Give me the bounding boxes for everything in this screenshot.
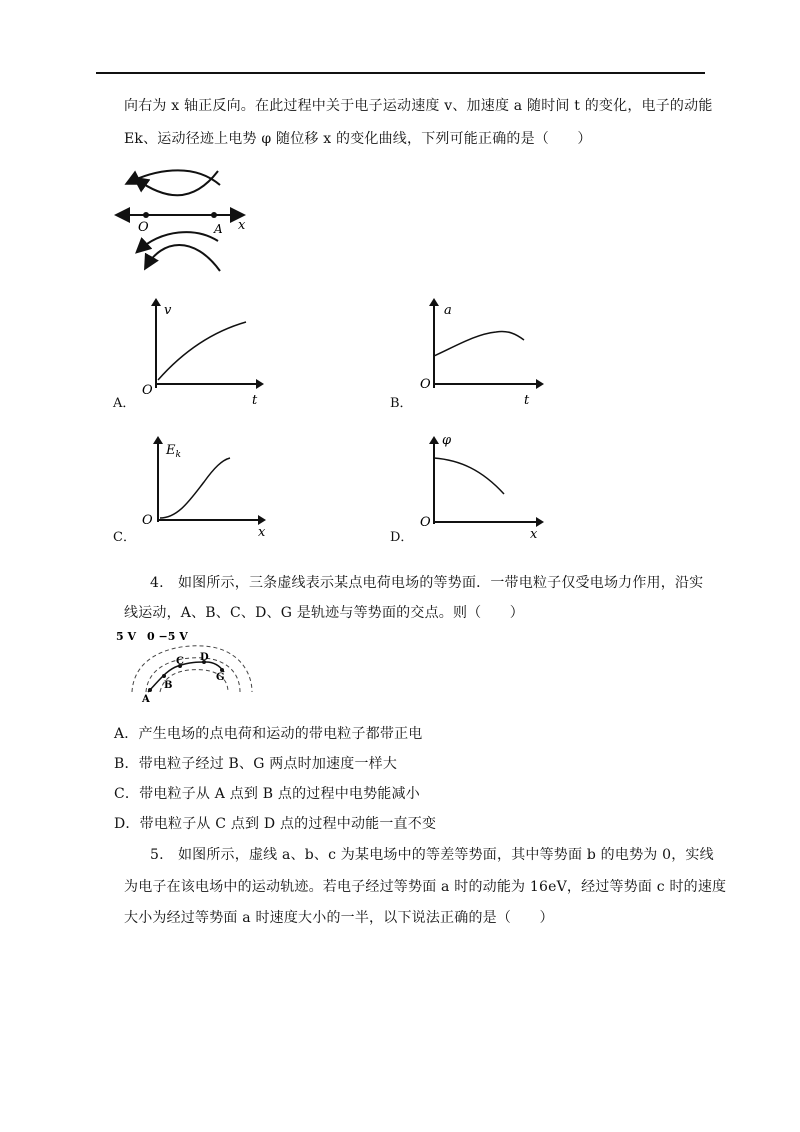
label-x: x bbox=[238, 218, 246, 233]
a-t-curve bbox=[434, 331, 524, 356]
q3-text-line-2: Ek、运动径迹上电势 φ 随位移 x 的变化曲线，下列可能正确的是（ ） bbox=[124, 131, 592, 147]
equipotential-5v bbox=[132, 646, 252, 692]
svg-text:Ek: $E_k$ bbox=[166, 443, 181, 460]
point-label-c: C bbox=[176, 656, 184, 667]
label-o: O bbox=[138, 220, 149, 235]
lower-outer-field-line bbox=[146, 245, 220, 271]
option-a-letter: A． bbox=[113, 396, 136, 411]
q4-text-line-2: 线运动，A、B、C、D、G 是轨迹与等势面的交点。则（ ） bbox=[124, 605, 524, 621]
svg-text:φ: φ bbox=[442, 433, 452, 448]
label-a: A bbox=[214, 222, 223, 236]
svg-text:x: x bbox=[530, 527, 538, 540]
header-rule bbox=[96, 72, 705, 74]
point-label-g: G bbox=[216, 672, 225, 683]
field-line-figure bbox=[112, 165, 262, 277]
q5-text-line-2: 为电子在该电场中的运动轨迹。若电子经过等势面 a 时的动能为 16eV，经过等势面 c 时的速度 bbox=[124, 879, 727, 895]
svg-text:v: v bbox=[164, 303, 172, 318]
point-label-a: A bbox=[142, 694, 150, 705]
point-a bbox=[211, 212, 217, 218]
particle-trajectory bbox=[148, 662, 224, 692]
q4-option-c: C．带电粒子从 A 点到 B 点的过程中电势能减小 bbox=[114, 786, 420, 802]
svg-text:a: a bbox=[444, 303, 452, 318]
lower-inner-field-line bbox=[138, 232, 218, 251]
svg-text:t: t bbox=[252, 393, 258, 406]
phi-x-curve bbox=[434, 458, 504, 494]
ek-x-curve bbox=[160, 458, 230, 518]
graph-option-a bbox=[138, 296, 268, 406]
q5-text-line-3: 大小为经过等势面 a 时速度大小的一半，以下说法正确的是（ ） bbox=[124, 910, 554, 926]
svg-text:O: O bbox=[142, 513, 153, 528]
potential-labels: 5 V 0 −5 V bbox=[116, 630, 188, 643]
q4-text-line-1: 4. 如图所示，三条虚线表示某点电荷电场的等势面．一带电粒子仅受电场力作用，沿实 bbox=[150, 575, 704, 591]
q4-option-d: D．带电粒子从 C 点到 D 点的过程中动能一直不变 bbox=[114, 816, 437, 832]
svg-text:x: x bbox=[258, 525, 266, 540]
equipotential-figure bbox=[112, 626, 262, 708]
q4-option-b: B．带电粒子经过 B、G 两点时加速度一样大 bbox=[114, 756, 398, 772]
graph-option-b bbox=[416, 296, 550, 406]
graph-option-d bbox=[416, 430, 550, 540]
q3-text-line-1: 向右为 x 轴正反向。在此过程中关于电子运动速度 v、加速度 a 随时间 t 的变化，电子的动能 bbox=[124, 98, 713, 114]
q4-option-a: A．产生电场的点电荷和运动的带电粒子都带正电 bbox=[114, 726, 423, 742]
option-d-letter: D． bbox=[390, 530, 414, 545]
q5-text-line-1: 5. 如图所示，虚线 a、b、c 为某电场中的等差等势面，其中等势面 b 的电势为 0，实线 bbox=[150, 847, 714, 863]
point-label-b: B bbox=[164, 680, 173, 691]
svg-text:O: O bbox=[142, 383, 153, 398]
option-b-letter: B． bbox=[390, 396, 413, 411]
point-o bbox=[143, 212, 149, 218]
svg-text:O: O bbox=[420, 515, 431, 530]
option-c-letter: C． bbox=[113, 530, 136, 545]
point-label-d: D bbox=[200, 652, 209, 663]
graph-option-c bbox=[138, 430, 272, 540]
svg-text:t: t bbox=[524, 393, 530, 406]
v-t-curve bbox=[158, 322, 246, 380]
svg-text:O: O bbox=[420, 377, 431, 392]
